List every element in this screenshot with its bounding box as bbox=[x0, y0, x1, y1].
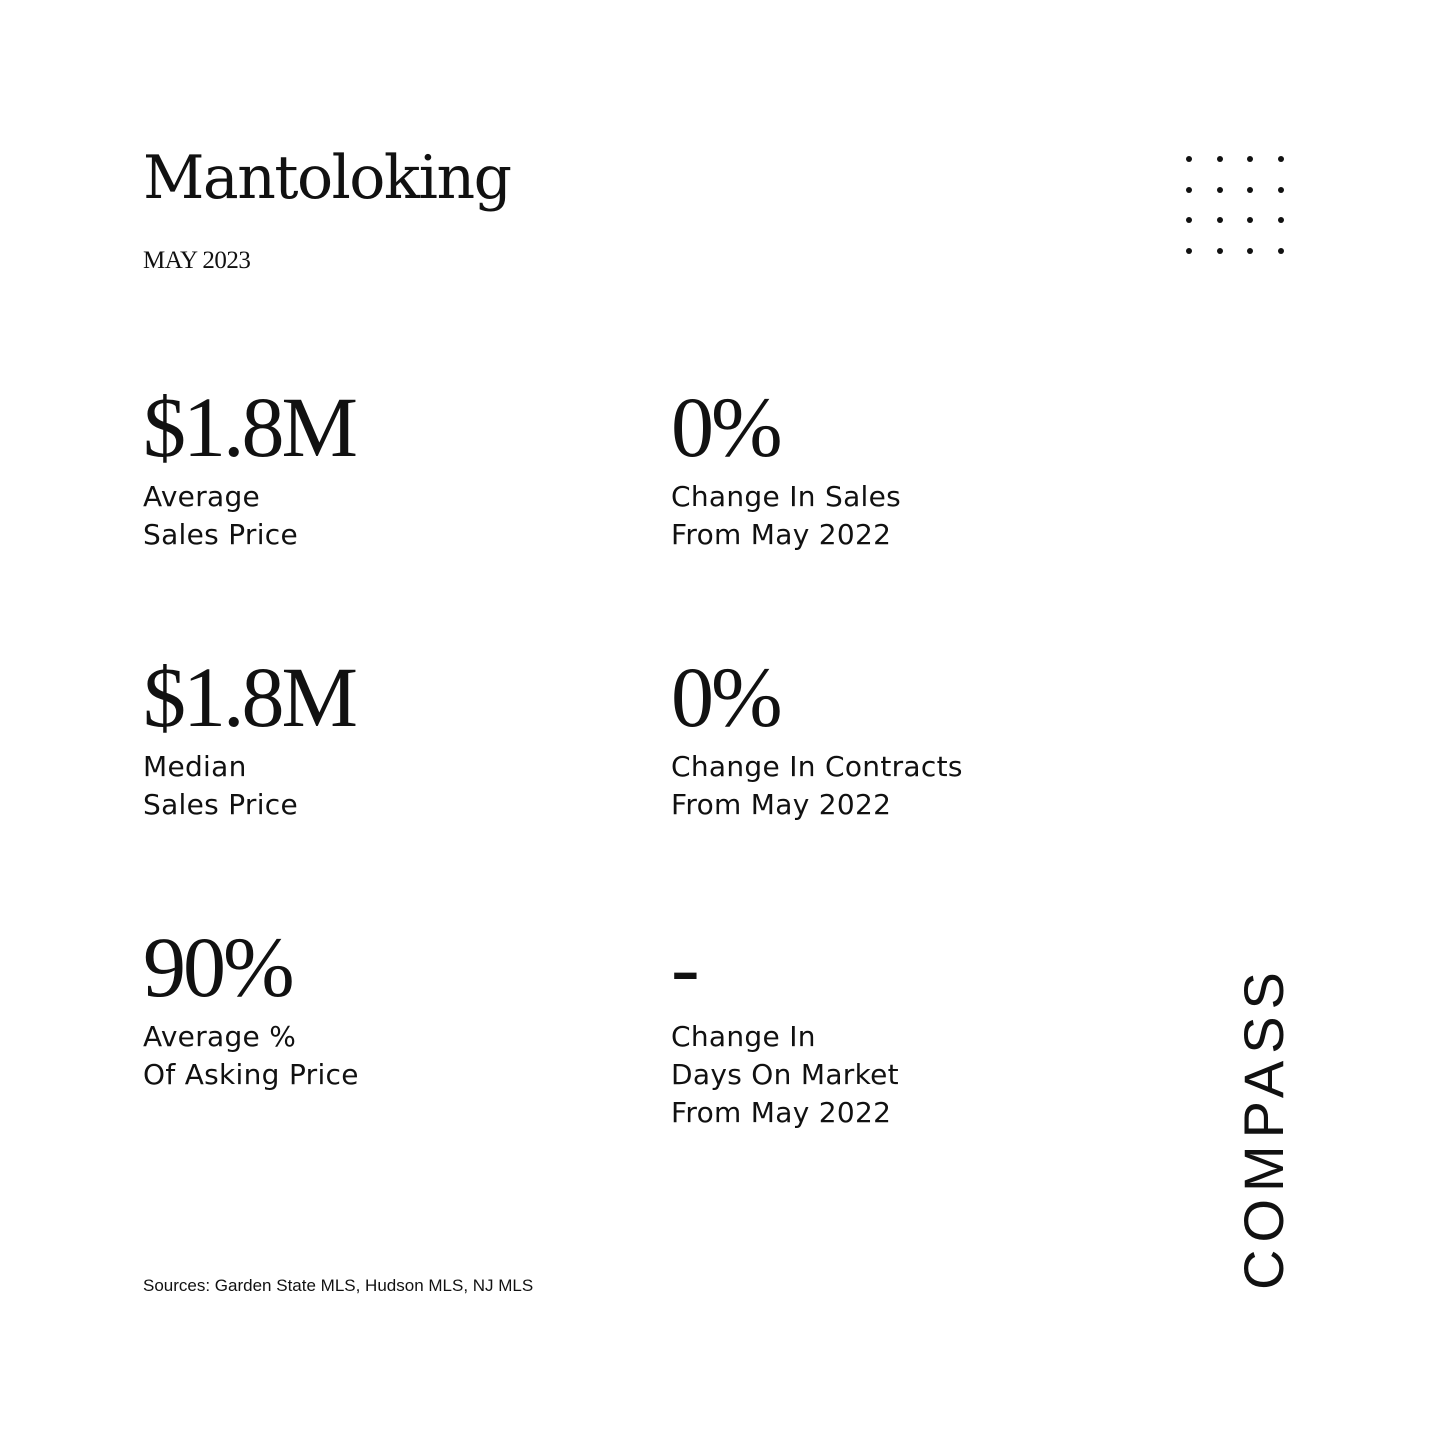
stat-value: 0% bbox=[671, 649, 780, 745]
compass-wordmark: COMPASS bbox=[1232, 965, 1295, 1290]
compass-logo bbox=[1232, 955, 1295, 1295]
stat-change-in-contracts bbox=[671, 649, 963, 824]
stat-change-in-sales bbox=[671, 379, 902, 554]
stat-median-sales-price bbox=[143, 649, 355, 824]
stat-value: - bbox=[671, 919, 697, 1015]
page-title: Mantoloking bbox=[143, 143, 511, 213]
stat-value: 90% bbox=[143, 919, 292, 1015]
sources-note: Sources: Garden State MLS, Hudson MLS, NJ MLS bbox=[143, 1276, 534, 1295]
report-period: MAY 2023 bbox=[143, 247, 251, 274]
stat-value: $1.8M bbox=[143, 379, 355, 475]
stat-value: 0% bbox=[671, 379, 780, 475]
stat-average-percent-of-asking bbox=[143, 919, 359, 1094]
stat-change-in-days-on-market bbox=[671, 919, 899, 1132]
stat-label: Average % Of Asking Price bbox=[143, 1020, 359, 1091]
stat-label: Median Sales Price bbox=[143, 750, 299, 821]
dot-grid-icon bbox=[1174, 144, 1296, 266]
stat-label: Change In Contracts From May 2022 bbox=[671, 750, 963, 821]
stat-label: Average Sales Price bbox=[143, 480, 299, 551]
stat-value: $1.8M bbox=[143, 649, 355, 745]
stat-average-sales-price bbox=[143, 379, 355, 554]
stat-label: Change In Sales From May 2022 bbox=[671, 480, 902, 551]
stat-label: Change In Days On Market From May 2022 bbox=[671, 1020, 899, 1129]
